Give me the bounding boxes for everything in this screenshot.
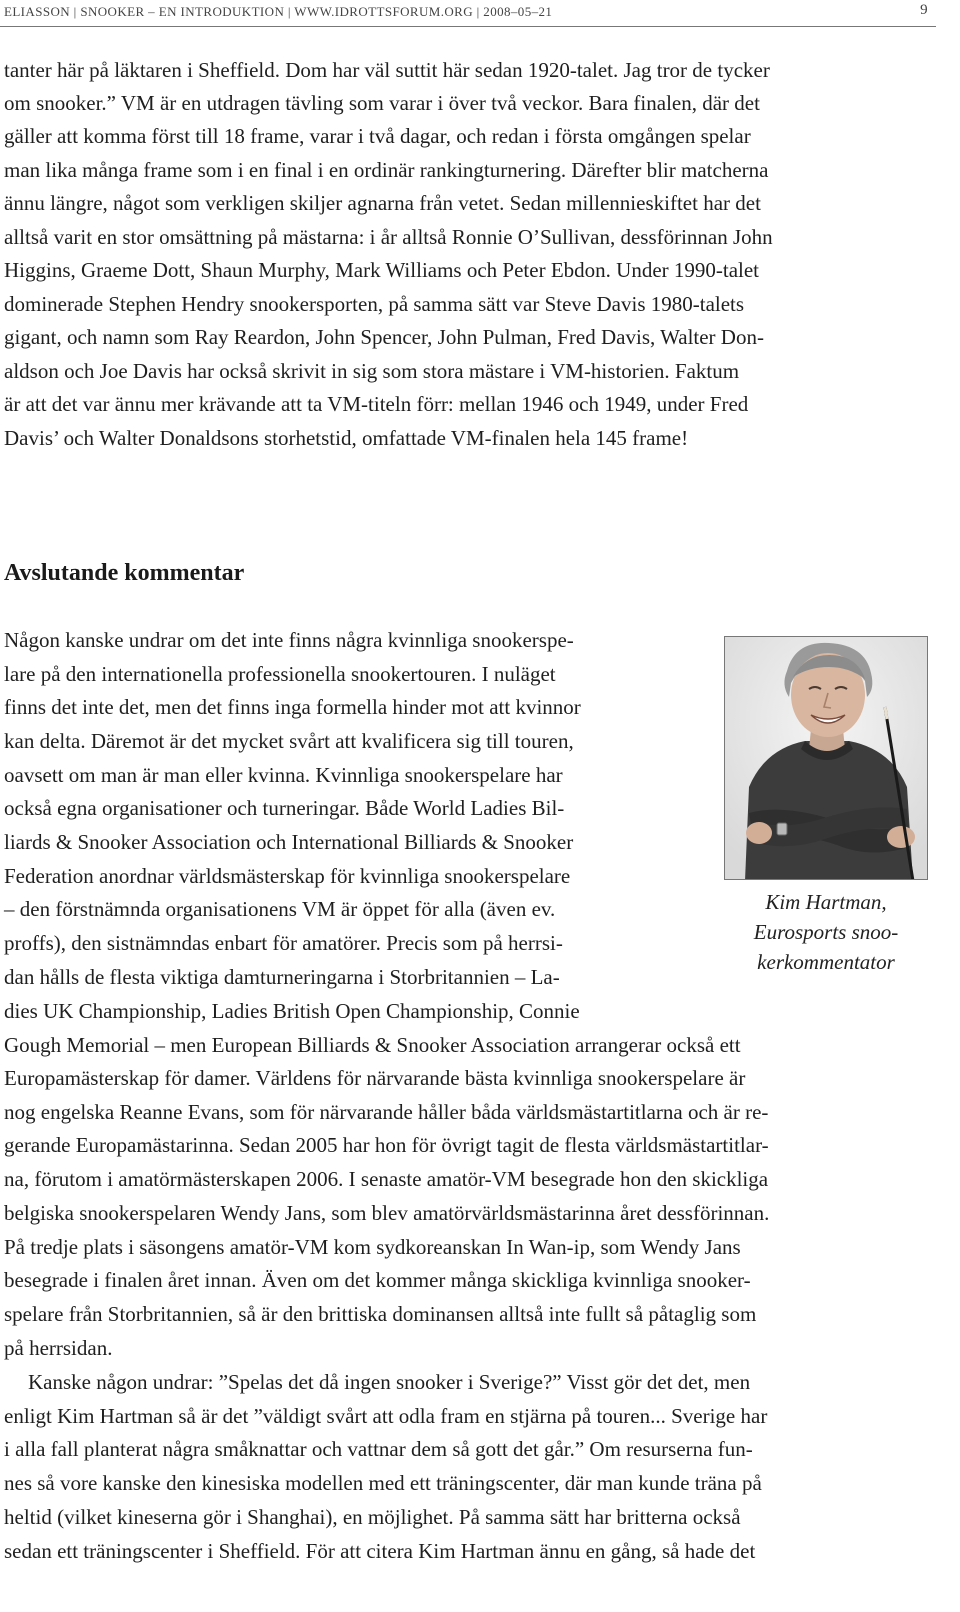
text-line: oavsett om man är man eller kvinna. Kvinnliga snookerspelare har — [4, 763, 563, 787]
text-line: lare på den internationella professionella snookertouren. I nuläget — [4, 662, 556, 686]
caption-line: Eurosports snoo- — [753, 920, 899, 944]
text-line: tanter här på läktaren i Sheffield. Dom har väl suttit här sedan 1920-talet. Jag tror de tycker — [4, 58, 770, 82]
text-line: kan delta. Däremot är det mycket svårt att kvalificera sig till touren, — [4, 729, 574, 753]
text-line: gäller att komma först till 18 frame, varar i två dagar, och redan i första omgången spelar — [4, 124, 751, 148]
text-line: om snooker.” VM är en utdragen tävling som varar i över två veckor. Bara finalen, där det — [4, 91, 760, 115]
portrait-illustration — [725, 637, 928, 880]
text-line: dan hålls de flesta viktiga damturneringarna i Storbritannien – La- — [4, 965, 560, 989]
text-line: besegrade i finalen året innan. Även om det kommer många skickliga kvinnliga snooker- — [4, 1268, 751, 1292]
text-line: Federation anordnar världsmästerskap för kvinnliga snookerspelare — [4, 864, 571, 888]
text-line: Davis’ och Walter Donaldsons storhetstid, omfattade VM-finalen hela 145 frame! — [4, 426, 689, 450]
text-line: i alla fall planterat några småknattar och vattnar dem så gott det går.” Om resurserna fun- — [4, 1437, 753, 1461]
text-line: På tredje plats i säsongens amatör-VM kom sydkoreanskan In Wan-ip, som Wendy Jans — [4, 1235, 741, 1259]
page-number: 9 — [920, 2, 928, 18]
text-line: ännu längre, något som verkligen skiljer agnarna från vetet. Sedan millennieskiftet har det — [4, 191, 761, 215]
text-line: aldson och Joe Davis har också skrivit in sig som stora mästare i VM-historien. Faktum — [4, 359, 740, 383]
text-line: enligt Kim Hartman så är det ”väldigt svårt att odla fram en stjärna på touren... Sverige har — [4, 1404, 768, 1428]
text-line: sedan ett träningscenter i Sheffield. För att citera Kim Hartman ännu en gång, så hade det — [4, 1539, 756, 1563]
text-line: nes så vore kanske den kinesiska modellen med ett träningscenter, där man kunde träna på — [4, 1471, 762, 1495]
text-line: belgiska snookerspelaren Wendy Jans, som blev amatörvärldsmästarinna året dessförinnan. — [4, 1201, 770, 1225]
text-line: spelare från Storbritannien, så är den brittiska dominansen alltså inte fullt så påtaglig som — [4, 1302, 757, 1326]
text-line: nog engelska Reanne Evans, som för närvarande håller båda världsmästartitlarna och är re- — [4, 1100, 769, 1124]
caption-line: kerkommentator — [757, 950, 895, 974]
text-line: också egna organisationer och turneringar. Både World Ladies Bil- — [4, 796, 565, 820]
text-line: Europamästerskap för damer. Världens för närvarande bästa kvinnliga snookerspelare är — [4, 1066, 746, 1090]
portrait-photo — [724, 636, 928, 880]
section-heading: Avslutande kommentar — [4, 560, 245, 586]
text-line: Higgins, Graeme Dott, Shaun Murphy, Mark Williams och Peter Ebdon. Under 1990-talet — [4, 258, 760, 282]
text-line: dominerade Stephen Hendry snookersporten, på samma sätt var Steve Davis 1980-talets — [4, 292, 745, 316]
text-line: – den förstnämnda organisationens VM är öppet för alla (även ev. — [4, 897, 556, 921]
text-line: på herrsidan. — [4, 1336, 113, 1360]
photo-caption — [724, 887, 928, 977]
text-line: dies UK Championship, Ladies British Open Championship, Connie — [4, 999, 580, 1023]
header-rule — [0, 26, 936, 27]
text-line: proffs), den sistnämndas enbart för amatörer. Precis som på herrsi- — [4, 931, 563, 955]
text-line: Kanske någon undrar: ”Spelas det då ingen snooker i Sverige?” Visst gör det det, men — [28, 1370, 751, 1394]
text-line: är att det var ännu mer krävande att ta VM-titeln förr: mellan 1946 och 1949, under Fred — [4, 392, 749, 416]
running-title: ELIASSON | SNOOKER – EN INTRODUKTION | WWW.IDROTTSFORUM.ORG | 2008–05–21 — [4, 4, 553, 19]
text-line: na, förutom i amatörmästerskapen 2006. I senaste amatör-VM besegrade hon den skickliga — [4, 1167, 769, 1191]
text-line: heltid (vilket kineserna gör i Shanghai), en möjlighet. På samma sätt har britterna också — [4, 1505, 741, 1529]
text-line: Någon kanske undrar om det inte finns några kvinnliga snookerspe- — [4, 628, 574, 652]
text-line: liards & Snooker Association och International Billiards & Snooker — [4, 830, 574, 854]
caption-line: Kim Hartman, — [765, 890, 887, 914]
text-line: Gough Memorial – men European Billiards & Snooker Association arrangerar också ett — [4, 1033, 741, 1057]
text-line: man lika många frame som i en final i en ordinär rankingturnering. Därefter blir matcherna — [4, 158, 769, 182]
text-line: alltså varit en stor omsättning på mästarna: i år alltså Ronnie O’Sullivan, dessförinnan John — [4, 225, 773, 249]
running-header — [4, 0, 936, 26]
text-line: gerande Europamästarinna. Sedan 2005 har hon för övrigt tagit de flesta världsmästartitlar- — [4, 1133, 769, 1157]
text-line: gigant, och namn som Ray Reardon, John Spencer, John Pulman, Fred Davis, Walter Don- — [4, 325, 764, 349]
text-line: finns det inte det, men det finns inga formella hinder mot att kvinnor — [4, 695, 581, 719]
